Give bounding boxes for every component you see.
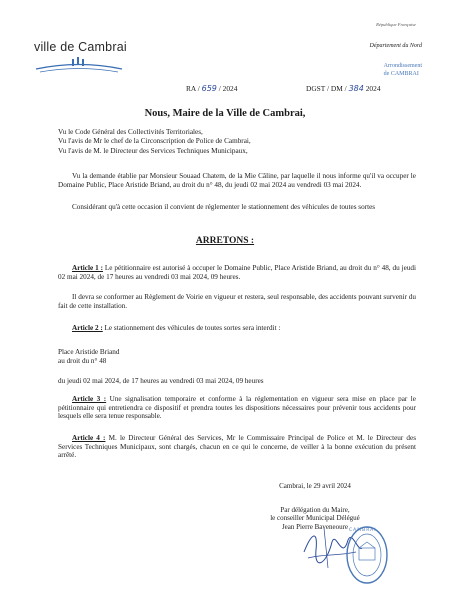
dgst-prefix: DGST / DM / [306, 84, 347, 93]
article-2-label: Article 2 : [72, 324, 103, 332]
considering-paragraph: Considérant qu'à cette occasion il convient de réglementer le stationnement des véhicules de toutes sortes [72, 203, 376, 211]
request-paragraph: Vu la demande établie par Monsieur Souaad Chatem, de la Mie Câline, par laquelle il nous informe qu'il va occuper le Domaine Public, Place Aristide Briand, au droit du n° 48, du jeudi 02 mai 2024 au vendredi 03 mai 2024. [58, 172, 416, 189]
article-3 [58, 395, 416, 421]
article-4-text: M. le Directeur Général des Services, Mr le Commissaire Principal de Police et M. le Directeur des Services Techniques Municipaux, sont chargés, chacun en ce qui le concerne, de veiller à la bonne exécution du présent arrêté. [58, 434, 416, 460]
signatory-line-1: Par délégation du Maire, [280, 506, 350, 514]
department-label: Département du Nord [369, 43, 422, 49]
dgst-number: 384 [348, 84, 364, 93]
vu-line: Vu le Code Général des Collectivités Territoriales, [58, 128, 203, 136]
article-3-label: Article 3 : [72, 395, 107, 403]
article-4 [58, 434, 416, 460]
article-2 [58, 324, 416, 333]
page-title: Nous, Maire de la Ville de Cambrai, [144, 108, 306, 119]
arrondissement-label [384, 63, 422, 78]
article-2-place-1: Place Aristide Briand [58, 348, 120, 356]
republic-label: République Française [376, 22, 416, 27]
ra-reference [186, 84, 237, 94]
article-2-text: Le stationnement des véhicules de toutes sortes sera interdit : [102, 324, 281, 332]
arretons-heading: ARRETONS : [195, 236, 255, 246]
article-2-place-2: au droit du n° 48 [58, 356, 107, 365]
dgst-reference [306, 84, 381, 94]
ra-year: / 2024 [218, 84, 238, 93]
article-1-follow: Il devra se conformer au Règlement de Voirie en vigueur et restera, seul responsable, des accidents pouvant survenir du fait de cette installation. [58, 293, 416, 310]
signatory-line-3: Jean Pierre Baveneoure [281, 522, 349, 531]
article-2-dates: du jeudi 02 mai 2024, de 17 heures au vendredi 03 mai 2024, 09 heures [58, 377, 264, 385]
arrondissement-line1: Arrondissement [383, 63, 422, 69]
city-logo-icon [34, 56, 124, 74]
ra-prefix: RA / [186, 84, 200, 93]
vu-list [58, 128, 416, 156]
vu-line: Vu l'avis de Mr le chef de la Circonscription de Police de Cambrai, [58, 137, 251, 146]
ra-number: 659 [201, 84, 217, 93]
article-1-text: Le pétitionnaire est autorisé à occuper le Domaine Public, Place Aristide Briand, au droit du n° 48, du jeudi 02 mai 2024, de 17 heures au vendredi 03 mai 2024, 09 heures. [58, 264, 417, 281]
stamp-text: CAMBRAI [349, 528, 377, 533]
arrondissement-line2: de CAMBRAI [383, 70, 419, 77]
article-3-text: Une signalisation temporaire et conforme à la réglementation en vigueur sera mise en place par le pétitionnaire qui entretiendra ce dispositif et prendra toutes les dispositions nécessaires pour prévenir tous accidents pour lesquels elle sera tenue responsable. [58, 395, 416, 421]
article-1 [58, 264, 416, 281]
article-1-label: Article 1 : [72, 264, 103, 272]
official-stamp [344, 524, 390, 589]
article-4-label: Article 4 : [72, 434, 106, 442]
dgst-year: 2024 [365, 84, 381, 93]
signatory-line-2: le conseiller Municipal Délégué [270, 514, 360, 523]
article-2-places [58, 348, 416, 365]
vu-line: Vu l'avis de M. le Directeur des Services Techniques Municipaux, [58, 146, 248, 155]
city-logo-text: ville de Cambrai [34, 40, 127, 54]
place-date: Cambrai, le 29 avril 2024 [279, 482, 351, 490]
